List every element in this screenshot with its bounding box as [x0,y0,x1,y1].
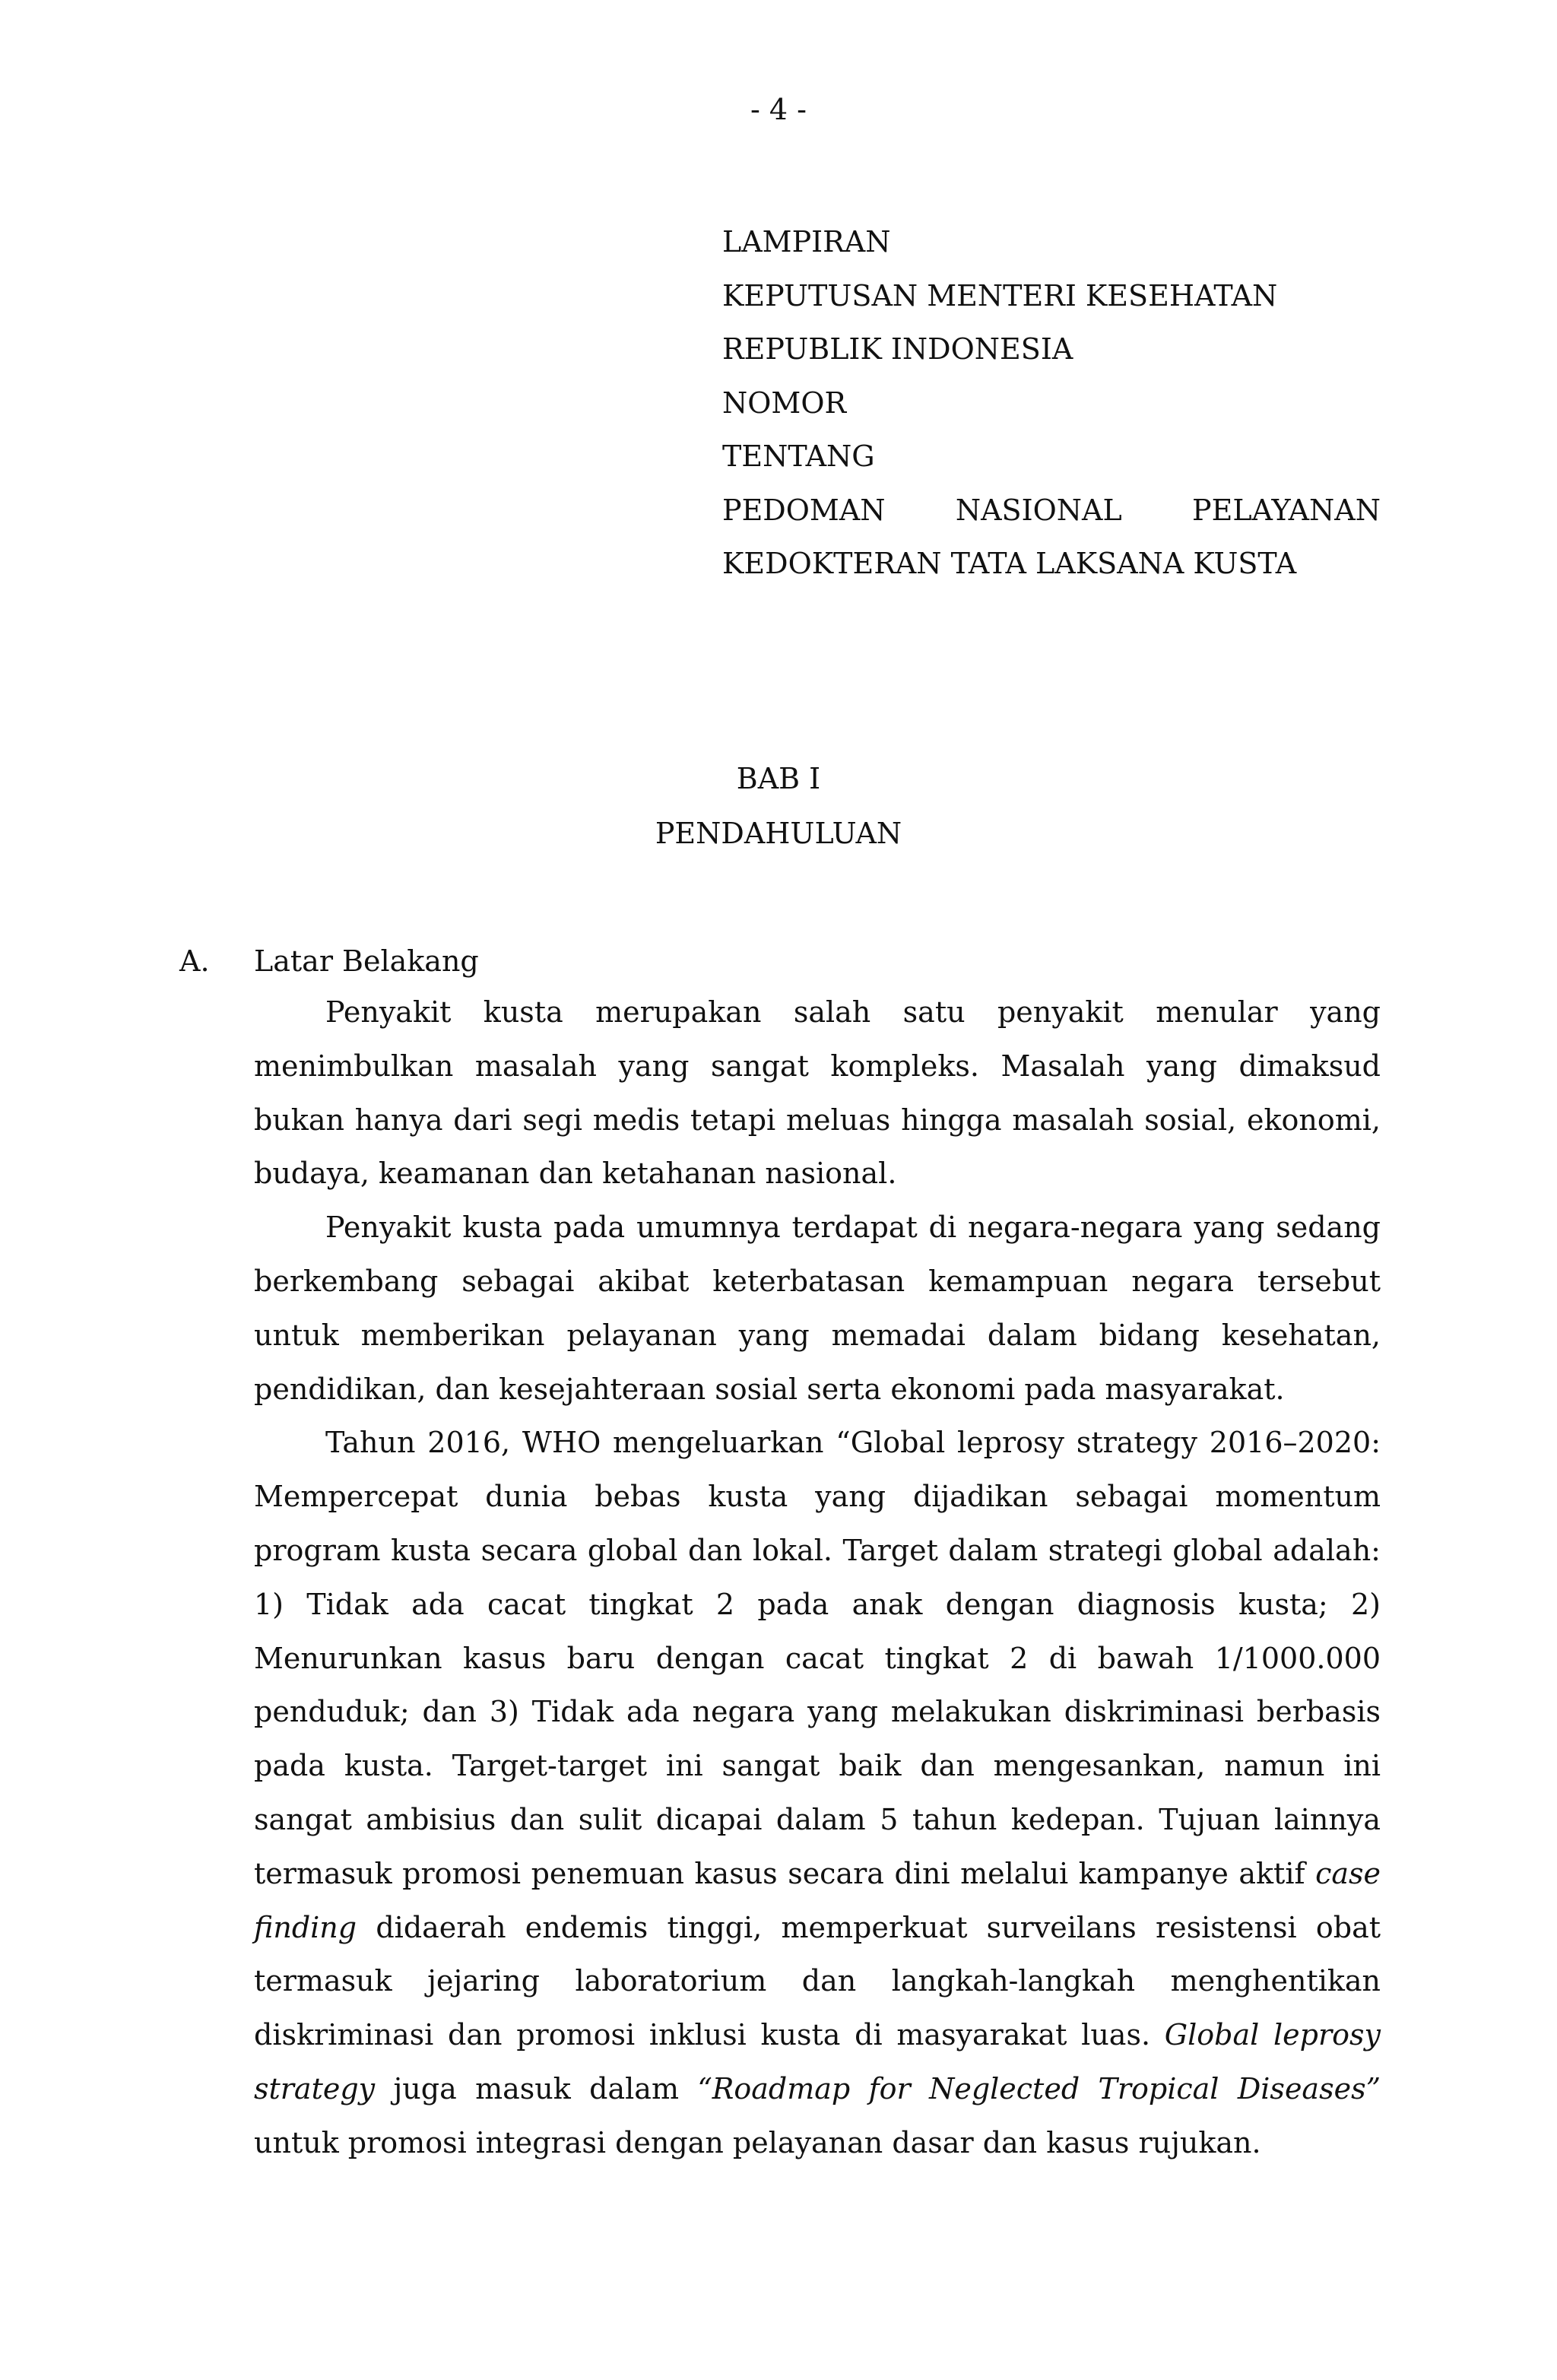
subject-title-line-2: KEDOKTERAN TATA LAKSANA KUSTA [722,547,1297,580]
chapter-title: PENDAHULUAN [655,817,902,850]
chapter-heading [0,751,1557,861]
paragraph: Penyakit kusta merupakan salah satu penyakit menular yang menimbulkan masalah yang sangat kompleks. Masalah yang dimaksud bukan hanya dari segi medis tetapi meluas hingga masalah sosial, ekonomi, budaya, keamanan dan ketahanan nasional. [254,995,1381,1191]
italic-term: Global leprosy strategy [254,2018,1381,2106]
subject-title-line-1 [722,484,1381,538]
chapter-number: BAB I [736,762,821,795]
attachment-header [722,215,1381,591]
paragraph: Penyakit kusta pada umumnya terdapat di negara-negara yang sedang berkembang sebagai akibat keterbatasan kemampuan negara tersebut untuk memberikan pelayanan yang memadai dalam bidang kesehatan, pendidikan, dan kesejahteraan sosial serta ekonomi pada masyarakat. [254,1211,1381,1406]
decree-title: KEPUTUSAN MENTERI KESEHATAN [722,278,1278,313]
paragraph-text: juga masuk dalam [375,2071,698,2106]
number-label: NOMOR [722,386,847,420]
paragraph-text: Tahun 2016, WHO mengeluarkan “Global leprosy strategy 2016–2020: Mempercepat dunia bebas kusta yang dijadikan sebagai momentum program kusta secara global dan lokal. Target dalam strategi global adalah: 1) Tidak ada cacat tingkat 2 pada anak dengan diagnosis kusta; 2) Menurunkan kasus baru dengan cacat tingkat 2 di bawah 1/1000.000 penduduk; dan 3) Tidak ada negara yang melakukan diskriminasi berbasis pada kusta. Target-target ini sangat baik dan mengesankan, namun ini sangat ambisius dan sulit dicapai dalam 5 tahun kedepan. Tujuan lainnya termasuk promosi penemuan kasus secara dini melalui kampanye aktif [254,1426,1381,1890]
italic-term: case finding [254,1856,1381,1944]
paragraph [254,1416,1381,2169]
section-body [254,985,1381,2170]
section-heading [179,934,479,988]
page-number: - 4 - [750,93,807,126]
subject-label: TENTANG [722,440,875,473]
subject-title-word: NASIONAL [955,493,1122,527]
section-letter: A. [179,944,210,978]
subject-title-word: PELAYANAN [1192,493,1381,527]
section-title: Latar Belakang [254,944,479,978]
country-name: REPUBLIK INDONESIA [722,332,1073,366]
paragraph-text: didaerah endemis tinggi, memperkuat surveilans resistensi obat termasuk jejaring laboratorium dan langkah-langkah menghentikan diskriminasi dan promosi inklusi kusta di masyarakat luas. [254,1910,1381,2052]
paragraph-text: untuk promosi integrasi dengan pelayanan dasar dan kasus rujukan. [254,2125,1261,2159]
italic-term: “Roadmap for Neglected Tropical Diseases” [697,2071,1381,2106]
subject-title-word: PEDOMAN [722,493,886,527]
attachment-label: LAMPIRAN [722,225,891,259]
